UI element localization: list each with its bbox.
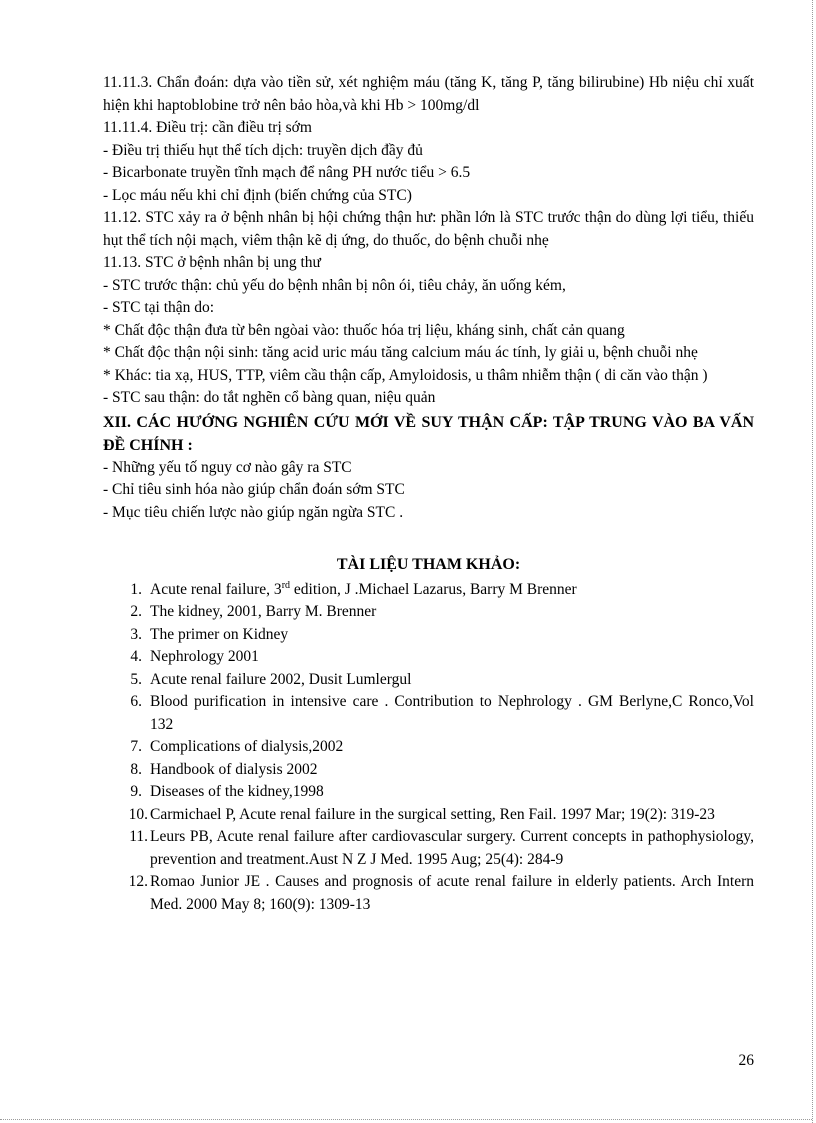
paragraph-exogenous-toxins: * Chất độc thận đưa từ bên ngòai vào: thuốc hóa trị liệu, kháng sinh, chất cản quang — [103, 321, 625, 339]
page-number: 26 — [738, 1052, 754, 1069]
paragraph-dialysis: - Lọc máu nếu khi chỉ định (biến chứng của STC) — [103, 186, 412, 204]
paragraph-prerenal: - STC trước thận: chủ yếu do bệnh nhân bị nôn ói, tiêu chảy, ăn uống kém, — [103, 276, 566, 294]
reference-number: 7. — [130, 738, 142, 755]
ordinal-suffix: rd — [281, 579, 291, 591]
reference-text: Nephrology 2001 — [150, 648, 259, 665]
paragraph-fluid-treatment: - Điều trị thiếu hụt thể tích dịch: truyền dịch đầy đủ — [103, 141, 423, 159]
page-margin-rule-bottom — [0, 1119, 812, 1120]
reference-number: 11. — [129, 828, 148, 845]
reference-item — [103, 624, 754, 647]
reference-number: 1. — [130, 580, 142, 598]
reference-text: Handbook of dialysis 2002 — [150, 760, 318, 778]
reference-item — [103, 781, 754, 804]
paragraph-other-causes: * Khác: tia xạ, HUS, TTP, viêm cầu thận cấp, Amyloidosis, u thâm nhiễm thận ( di căn vào thận ) — [103, 366, 708, 384]
reference-text: Acute renal failure 2002, Dusit Lumlergul — [150, 670, 412, 688]
paragraph-postrenal: - STC sau thận: do tắt nghẽn cổ bàng quan, niệu quản — [103, 389, 436, 406]
reference-text: Acute renal failure, 3rd edition, J .Michael Lazarus, Barry M Brenner — [150, 579, 577, 598]
reference-number: 5. — [130, 670, 142, 688]
section-item: - Chỉ tiêu sinh hóa nào giúp chẩn đoán sớm STC — [103, 481, 405, 498]
reference-item — [103, 601, 754, 624]
paragraph-nephrotic-syndrome: 11.12. STC xảy ra ở bệnh nhân bị hội chứng thận hư: phần lớn là STC trước thận do dùng lợi tiểu, thiếu hụt thể tích nội mạch, viêm thận kẽ dị ứng, do thuốc, do bệnh chuỗi nhẹ — [103, 209, 754, 249]
paragraph-diagnosis: 11.11.3. Chẩn đoán: dựa vào tiền sử, xét nghiệm máu (tăng K, tăng P, tăng bilirubine) Hb niệu chỉ xuất hiện khi haptoblobine trở nên bảo hòa,và khi Hb > 100mg/dl — [103, 74, 754, 114]
reference-item — [103, 579, 754, 602]
references-title: TÀI LIỆU THAM KHẢO: — [336, 556, 521, 573]
reference-number: 9. — [130, 783, 142, 800]
reference-number: 8. — [130, 760, 142, 778]
reference-item — [103, 669, 754, 692]
reference-item — [103, 804, 754, 827]
paragraph-cancer-heading: 11.13. STC ở bệnh nhân bị ung thư — [103, 254, 321, 271]
reference-text: Diseases of the kidney,1998 — [150, 783, 324, 800]
reference-item — [103, 646, 754, 669]
section-item: - Mục tiêu chiến lược nào giúp ngăn ngừa STC . — [103, 503, 404, 521]
page-margin-rule-right — [812, 0, 813, 1123]
reference-item — [103, 736, 754, 759]
reference-item — [103, 871, 754, 916]
reference-number: 10. — [128, 805, 148, 823]
reference-item — [103, 691, 754, 736]
reference-number: 12. — [128, 873, 148, 890]
reference-number: 4. — [130, 648, 142, 665]
section-item: - Những yếu tố nguy cơ nào gây ra STC — [103, 458, 352, 476]
section-heading: XII. CÁC HƯỚNG NGHIÊN CỨU MỚI VỀ SUY THẬN CẤP: TẬP TRUNG VÀO BA VẤN ĐỀ CHÍNH : — [103, 413, 754, 454]
reference-item — [103, 826, 754, 871]
paragraph-endogenous-toxins: * Chất độc thận nội sinh: tăng acid uric máu tăng calcium máu ác tính, ly giải u, bệnh chuỗi nhẹ — [103, 344, 698, 361]
reference-item — [103, 759, 754, 782]
paragraph-bicarbonate: - Bicarbonate truyền tĩnh mạch để nâng PH nước tiểu > 6.5 — [103, 164, 471, 181]
reference-text: Carmichael P, Acute renal failure in the surgical setting, Ren Fail. 1997 Mar; 19(2): 319-23 — [150, 805, 715, 823]
reference-text: Leurs PB, Acute renal failure after cardiovascular surgery. Current concepts in pathophysiology, prevention and treatment.Aust N Z J Med. 1995 Aug; 25(4): 284-9 — [150, 828, 754, 868]
reference-number: 2. — [130, 603, 142, 620]
reference-number: 3. — [130, 625, 142, 643]
reference-number: 6. — [130, 693, 142, 710]
references-list — [103, 579, 754, 917]
reference-text: Blood purification in intensive care . Contribution to Nephrology . GM Berlyne,C Ronco,Vol 132 — [150, 693, 754, 733]
paragraph-treatment-heading: 11.11.4. Điều trị: cần điều trị sớm — [103, 119, 312, 136]
reference-text: The kidney, 2001, Barry M. Brenner — [150, 603, 377, 620]
reference-text: Romao Junior JE . Causes and prognosis of acute renal failure in elderly patients. Arch Intern Med. 2000 May 8; 160(9): 1309-13 — [150, 873, 754, 913]
reference-text: The primer on Kidney — [150, 625, 289, 643]
page-content — [103, 72, 754, 916]
paragraph-intrarenal: - STC tại thận do: — [103, 299, 215, 316]
reference-text: Complications of dialysis,2002 — [150, 738, 344, 755]
